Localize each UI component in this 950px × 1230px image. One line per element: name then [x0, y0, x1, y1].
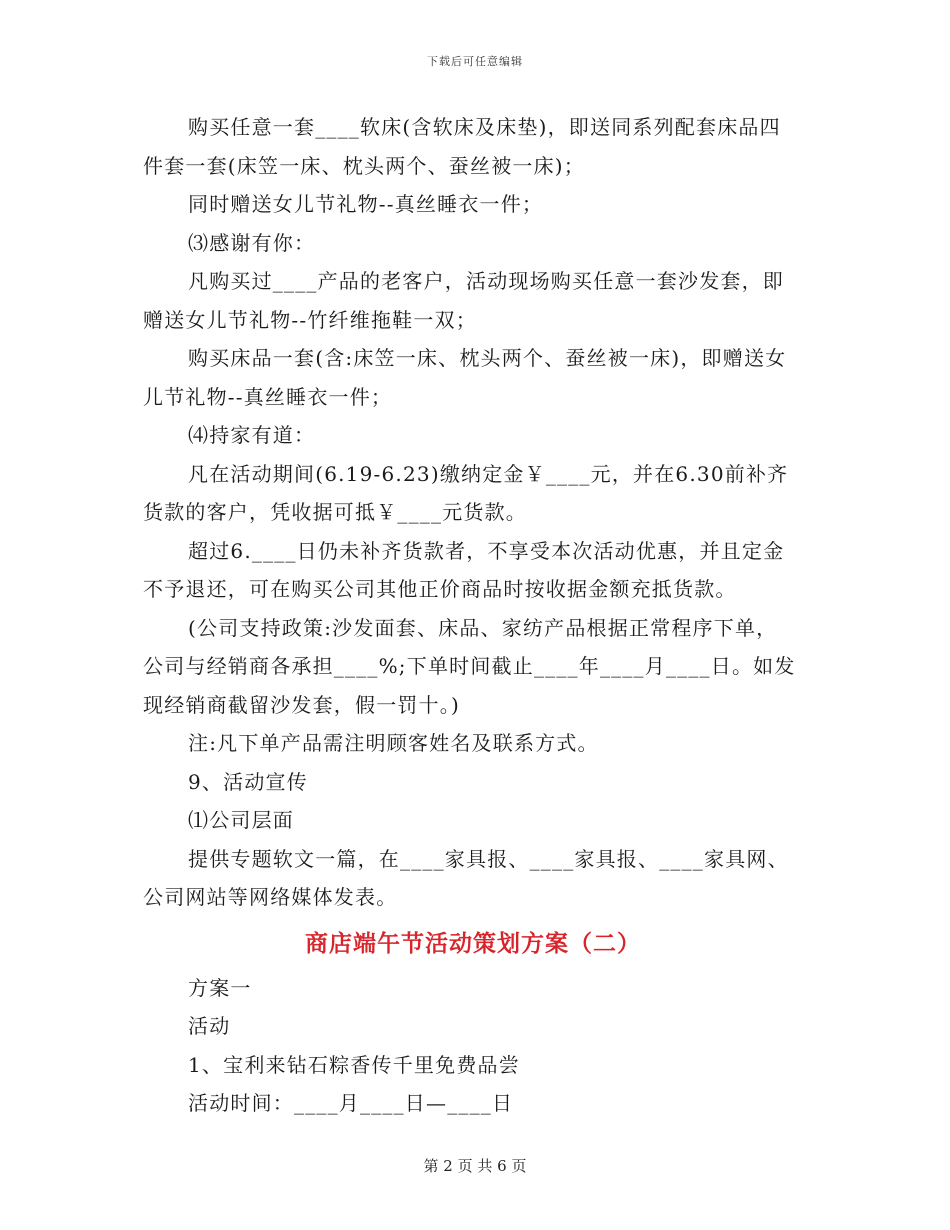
- paragraphs-after-title: [143, 969, 803, 1123]
- text-line: 儿节礼物--真丝睡衣一件；: [143, 384, 393, 409]
- text-line: 现经销商截留沙发套，假一罚十。): [143, 692, 461, 717]
- text-line: 注:凡下单产品需注明顾客姓名及联系方式。: [188, 731, 599, 755]
- text-line: 凡在活动期间(6.19-6.23)缴纳定金￥____元，并在6.30前补齐: [188, 461, 789, 486]
- document-body: [143, 108, 803, 1123]
- text-line: (公司支持政策:沙发面套、床品、家纺产品根据正常程序下单，: [188, 615, 778, 640]
- text-line: ⑶感谢有你：: [188, 230, 316, 255]
- text-line: 提供专题软文一篇，在____家具报、____家具报、____家具网、: [188, 846, 789, 871]
- text-line: 购买床品一套(含:床笠一床、枕头两个、蚕丝被一床)，即赠送女: [188, 346, 787, 370]
- text-line: 不予退还，可在购买公司其他正价商品时按收据金额充抵货款。: [143, 577, 737, 601]
- paragraphs-before-title: [143, 108, 803, 917]
- section-title: 商店端午节活动策划方案（二）: [305, 929, 641, 957]
- text-line: 公司与经销商各承担____%;下单时间截止____年____月____日。如发: [143, 654, 796, 678]
- text-line: ⑷持家有道：: [188, 423, 316, 447]
- text-line: 1、宝利来钻石粽香传千里免费品尝: [188, 1052, 520, 1077]
- text-line: 货款的客户，凭收据可抵￥____元货款。: [143, 500, 527, 524]
- text-line: ⑴公司层面: [188, 808, 294, 832]
- text-line: 活动时间：____月____日—____日: [188, 1091, 514, 1115]
- text-line: 超过6.____日仍未补齐货款者，不享受本次活动优惠，并且定金: [188, 538, 785, 563]
- text-line: 购买任意一套____软床(含软床及床垫)，即送同系列配套床品四: [188, 115, 781, 139]
- header-note: 下载后可任意编辑: [427, 55, 523, 68]
- page-number: 第 2 页 共 6 页: [423, 1157, 527, 1175]
- text-line: 凡购买过____产品的老客户，活动现场购买任意一套沙发套，即: [188, 269, 784, 293]
- text-line: 方案一: [188, 975, 252, 1000]
- text-line: 同时赠送女儿节礼物--真丝睡衣一件；: [188, 192, 544, 216]
- text-line: 公司网站等网络媒体发表。: [143, 885, 398, 909]
- text-line: 赠送女儿节礼物--竹纤维拖鞋一双；: [143, 307, 477, 332]
- text-line: 9、活动宣传: [188, 769, 308, 794]
- text-line: 活动: [188, 1014, 231, 1038]
- text-line: 件套一套(床笠一床、枕头两个、蚕丝被一床)；: [143, 153, 586, 178]
